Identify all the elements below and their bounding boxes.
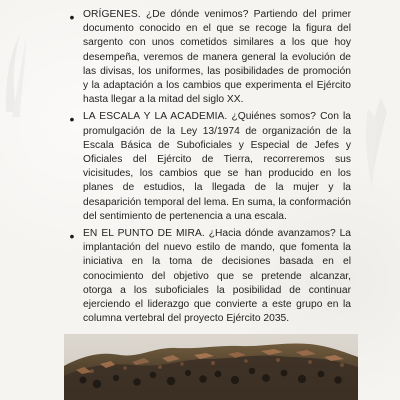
- section-heading: ORÍGENES.: [83, 9, 141, 20]
- section-body: ¿Hacia dónde avanzamos? La implantación del nuevo estilo de mando, que fomenta la iniciativa en la toma de decisiones basada en el conocimiento del objetivo que se pretende alcanzar, otorga a los suboficiales la posibilidad de continuar ejerciendo el liderazgo que convierte a este grupo en la columna vertebral del proyecto Ejército 2035.: [83, 228, 351, 325]
- section-paragraph: [83, 110, 351, 224]
- faint-watermark-left: [2, 18, 30, 123]
- section-escala-academia: [65, 110, 351, 224]
- bullet-icon: •: [69, 111, 75, 128]
- bullet-icon: •: [69, 9, 75, 25]
- section-heading: EN EL PUNTO DE MIRA.: [83, 228, 205, 240]
- landscape-photo: [64, 334, 358, 400]
- section-body: ¿De dónde venimos? Partiendo del primer documento conocido en el que se recoge la figura del sargento con unos cometidos similares a los que hoy desempeña, veremos de manera general la evolución de las divisas, los uniformes, las posibilidades de promoción y la adaptación a los cambios que experimenta el Ejército hasta llegar a la mitad del siglo XX.: [83, 9, 352, 106]
- section-paragraph: [83, 8, 351, 107]
- article-text: [65, 8, 351, 329]
- section-paragraph: [83, 227, 351, 326]
- faint-watermark-right: [360, 92, 390, 196]
- bullet-icon: •: [69, 228, 75, 245]
- section-body: ¿Quiénes somos? Con la promulgación de la Ley 13/1974 de organización de la Escala Básica de Suboficiales y Especial de Jefes y Oficiales del Ejército de Tierra, recorreremos sus vicisitudes, los cambios que se han producido en los planes de estudios, la llegada de la mujer y la desaparición temporal del lema. En suma, la conformación del sentimiento de pertenencia a una escala.: [83, 111, 351, 222]
- section-punto-de-mira: [65, 227, 351, 326]
- section-origenes: [65, 8, 351, 107]
- section-heading: LA ESCALA Y LA ACADEMIA.: [83, 111, 228, 123]
